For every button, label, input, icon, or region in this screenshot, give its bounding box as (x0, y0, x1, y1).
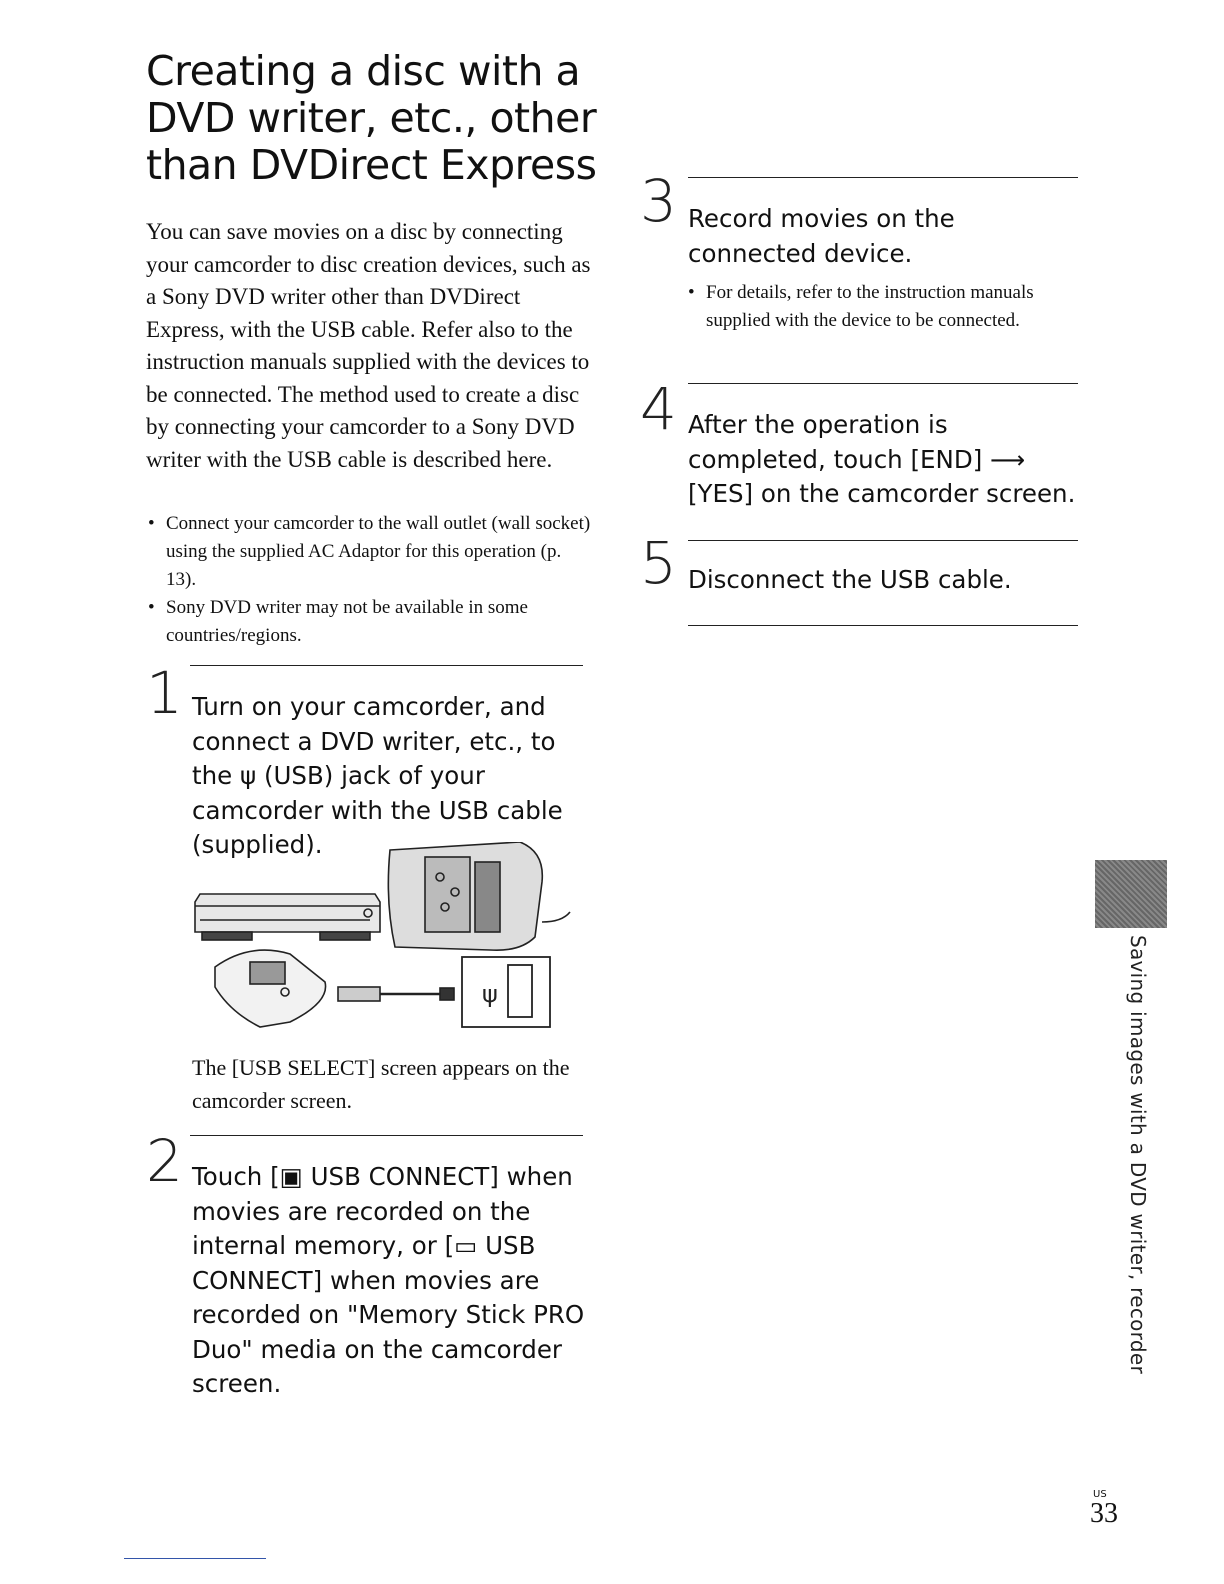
intro-bullet: • Connect your camcorder to the wall outlet (wall socket) using the supplied AC Adaptor for this operation (p. 13). (146, 510, 596, 594)
intro-bullet: • Sony DVD writer may not be available in some countries/regions. (146, 594, 596, 650)
step-5-number: 5 (640, 529, 677, 597)
dvdirect-illustration (215, 950, 326, 1027)
dvd-writer-illustration (195, 894, 380, 940)
camcorder-illustration (388, 842, 570, 950)
step-2-number: 2 (146, 1127, 183, 1195)
svg-text:ψ: ψ (482, 980, 498, 1008)
usb-cable-illustration (338, 987, 454, 1001)
step-divider (688, 540, 1078, 541)
step-1-text: Turn on your camcorder, and connect a DVD writer, etc., to the ψ (USB) jack of your camcorder with the USB cable (supplied). (192, 692, 563, 859)
intro-paragraph: You can save movies on a disc by connecting your camcorder to disc creation devices, such as a Sony DVD writer other than DVDirect Express, with the USB cable. Refer also to the instruction manuals supplied with the devices to be connected. The method used to create a disc by connecting your camcorder to a Sony DVD writer with the USB cable is described here. (146, 219, 591, 472)
region-code: US (1093, 1489, 1107, 1500)
step-1-note: The [USB SELECT] screen appears on the camcorder screen. (192, 1055, 570, 1113)
step-divider (190, 665, 583, 666)
step-3-bullet: • For details, refer to the instruction manuals supplied with the device to be connected. (686, 279, 1076, 335)
step-1-number: 1 (146, 659, 183, 727)
usb-jack-icon (462, 957, 550, 1027)
step-3-number: 3 (640, 167, 677, 235)
step-divider (688, 625, 1078, 626)
step-5-text: Disconnect the USB cable. (688, 565, 1012, 594)
step-divider (190, 1135, 583, 1136)
section-label: Saving images with a DVD writer, recorder (1126, 935, 1150, 1374)
step-divider (688, 383, 1078, 384)
step-divider (688, 177, 1078, 178)
section-tab-marker (1095, 860, 1167, 928)
usb-connection-illustration (190, 842, 585, 1032)
step-2-text: Touch [▣ USB CONNECT] when movies are recorded on the internal memory, or [▭ USB CONNECT] when movies are recorded on "Memory Stick PRO Duo" media on the camcorder screen. (192, 1162, 585, 1398)
bottom-rule (124, 1558, 266, 1559)
step-4-number: 4 (640, 375, 677, 443)
step-3-text: Record movies on the connected device. (688, 204, 955, 268)
page-title: Creating a disc with a DVD writer, etc., other than DVDirect Express (146, 47, 597, 189)
page-number: 33 (1090, 1498, 1118, 1529)
intro-bullets (146, 510, 596, 650)
step-4-text: After the operation is completed, touch [END] ⟶ [YES] on the camcorder screen. (688, 410, 1076, 508)
